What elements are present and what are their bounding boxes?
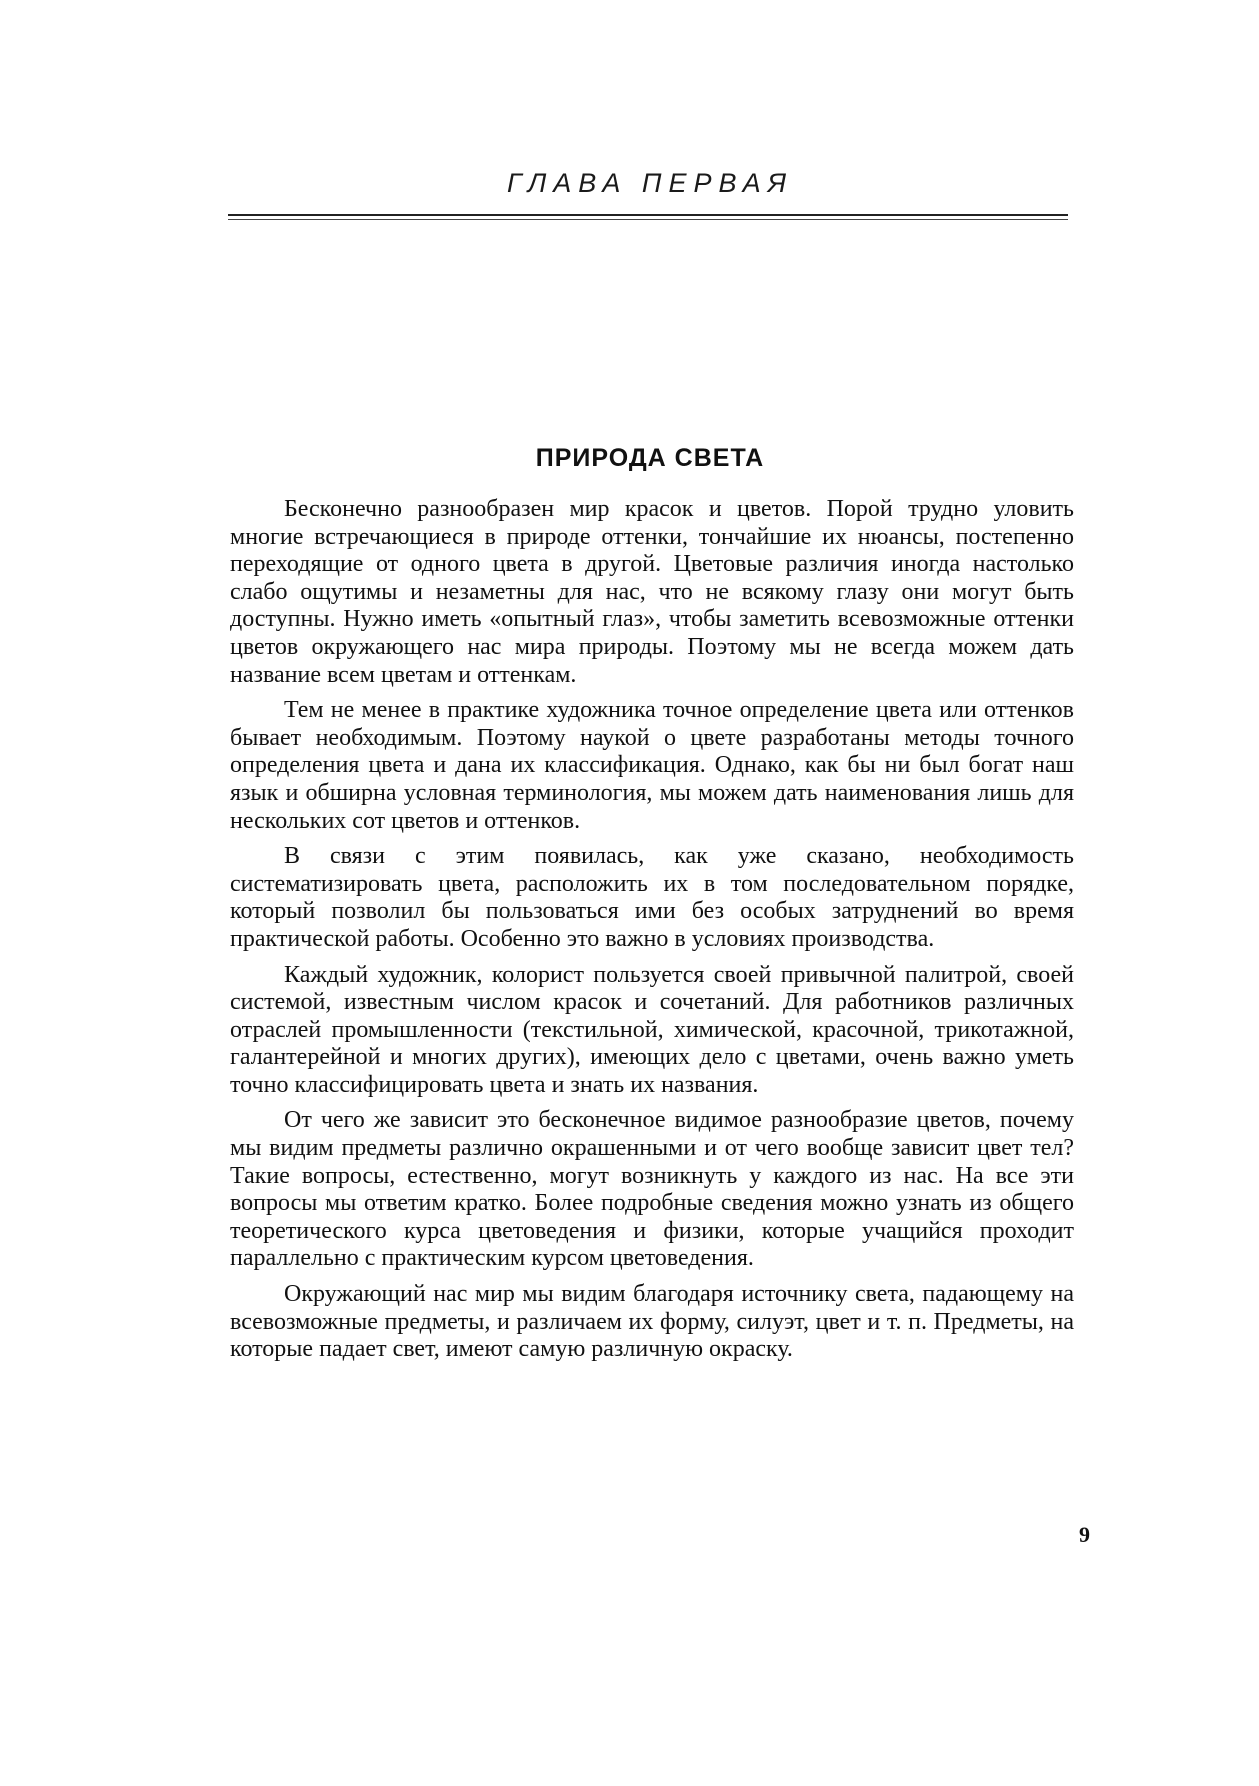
paragraph: Окружающий нас мир мы видим благодаря источнику света, падающему на всевозможные предметы, и различаем их форму, силуэт, цвет и т. п. Предметы, на которые падает свет, имеют самую различную окраску. bbox=[230, 1281, 1074, 1363]
chapter-rule bbox=[228, 214, 1068, 216]
paragraph: Бесконечно разнообразен мир красок и цветов. Порой трудно уловить многие встречающиеся в природе оттенки, тончайшие их нюансы, постепенно переходящие от одного цвета в другой. Цветовые различия иногда настолько слабо ощутимы и незаметны для нас, что не всякому глазу они могут быть доступны. Нужно иметь «опытный глаз», чтобы заметить всевозможные оттенки цветов окружающего нас мира природы. Поэтому мы не всегда можем дать название всем цветам и оттенкам. bbox=[230, 496, 1074, 688]
paragraph: Тем не менее в практике художника точное определение цвета или оттенков бывает необходимым. Поэтому наукой о цвете разработаны методы точного определения цвета и дана их классификация. Однако, как бы ни был богат наш язык и обширна условная терминология, мы можем дать наименования лишь для нескольких сот цветов и оттенков. bbox=[230, 697, 1074, 834]
paragraph: В связи с этим появилась, как уже сказано, необходимость систематизировать цвета, расположить их в том последовательном порядке, который позволил бы пользоваться ими без особых затруднений во время практической работы. Особенно это важно в условиях производства. bbox=[230, 843, 1074, 952]
paragraph: Каждый художник, колорист пользуется своей привычной палитрой, своей системой, известным числом красок и сочетаний. Для работников различных отраслей промышленности (текстильной, химической, красочной, трикотажной, галантерейной и многих других), имеющих дело с цветами, очень важно уметь точно классифицировать цвета и знать их названия. bbox=[230, 961, 1074, 1098]
chapter-rule-thin bbox=[228, 219, 1068, 220]
chapter-heading: ГЛАВА ПЕРВАЯ bbox=[506, 168, 794, 198]
paragraph: От чего же зависит это бесконечное видимое разнообразие цветов, почему мы видим предметы различно окрашенными и от чего вообще зависит цвет тел? Такие вопросы, естественно, могут возникнуть у каждого из нас. На все эти вопросы мы ответим кратко. Более подробные сведения можно узнать из общего теоретического курса цветоведения и физики, которые учащийся проходит параллельно с практическим курсом цветоведения. bbox=[230, 1107, 1074, 1272]
body-text bbox=[230, 496, 1074, 1372]
page-number: 9 bbox=[1079, 1522, 1090, 1547]
section-title: ПРИРОДА СВЕТА bbox=[535, 444, 765, 472]
